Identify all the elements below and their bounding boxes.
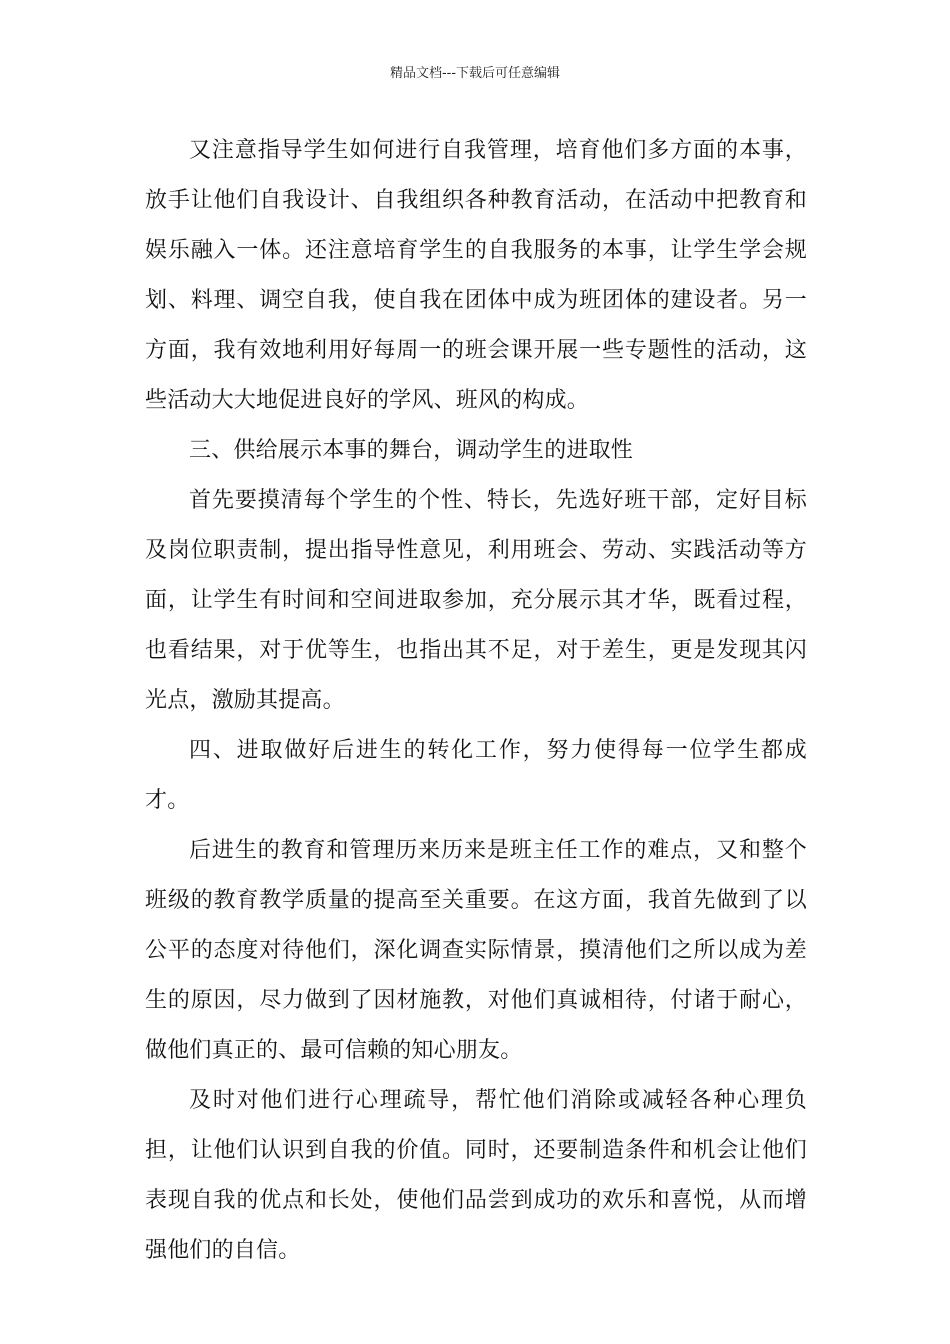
document-body xyxy=(145,126,807,1276)
section-heading-three: 三、供给展示本事的舞台，调动学生的进取性 xyxy=(189,438,634,463)
paragraph-psychological-guidance: 及时对他们进行心理疏导，帮忙他们消除或减轻各种心理负担，让他们认识到自我的价值。同时，还要制造条件和机会让他们表现自我的优点和长处，使他们品尝到成功的欢乐和喜悦，从而增强他们的自信。 xyxy=(145,1088,807,1263)
page-header: 精品文档---下载后可任意编辑 xyxy=(389,66,561,81)
paragraph-underachievers: 后进生的教育和管理历来历来是班主任工作的难点，又和整个班级的教育教学质量的提高至关重要。在这方面，我首先做到了以公平的态度对待他们，深化调查实际情景，摸清他们之所以成为差生的原因，尽力做到了因材施教，对他们真诚相待，付诸于耐心，做他们真正的、最可信赖的知心朋友。 xyxy=(145,838,807,1063)
paragraph-class-cadres: 首先要摸清每个学生的个性、特长，先选好班干部，定好目标及岗位职责制，提出指导性意见，利用班会、劳动、实践活动等方面，让学生有时间和空间进取参加，充分展示其才华，既看过程，也看结果，对于优等生，也指出其不足，对于差生，更是发现其闪光点，激励其提高。 xyxy=(145,488,807,713)
section-heading-four: 四、进取做好后进生的转化工作，努力使得每一位学生都成才。 xyxy=(145,738,807,813)
paragraph-self-management: 又注意指导学生如何进行自我管理，培育他们多方面的本事，放手让他们自我设计、自我组织各种教育活动，在活动中把教育和娱乐融入一体。还注意培育学生的自我服务的本事，让学生学会规划、料理、调空自我，使自我在团体中成为班团体的建设者。另一方面，我有效地利用好每周一的班会课开展一些专题性的活动，这些活动大大地促进良好的学风、班风的构成。 xyxy=(145,138,807,413)
